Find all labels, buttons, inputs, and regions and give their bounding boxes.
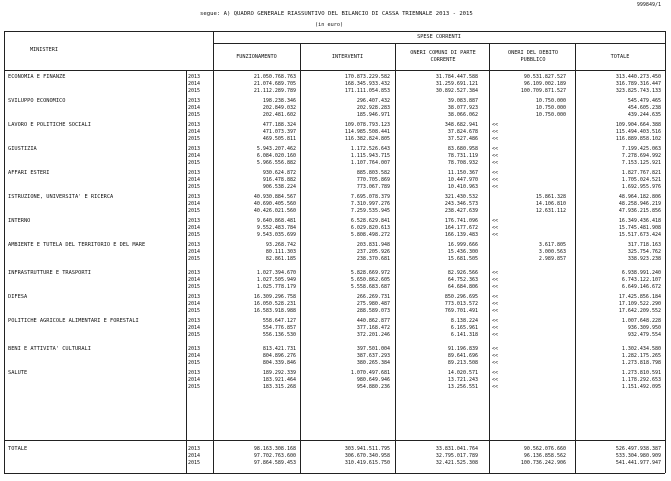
oneri-debito-cell: << (492, 232, 499, 239)
header-totale: TOTALE (610, 54, 630, 60)
totale-cell: 115.494.403.516 (615, 129, 661, 136)
interventi-cell: 1.070.497.681 (350, 370, 390, 376)
oneri-debito-cell: << (492, 325, 499, 332)
funzionamento-cell: 202.849.032 (262, 105, 296, 112)
ministry-label: ECONOMIA E FINANZE (8, 74, 66, 80)
year-cell: 2015 (188, 136, 201, 143)
year-cell: 2013 (188, 318, 201, 324)
interventi-cell: 6.029.820.613 (350, 225, 390, 232)
year-cell: 2015 (188, 460, 201, 467)
year-cell: 2013 (188, 370, 201, 376)
oneri-debito-cell: 10.750.000 (535, 105, 566, 112)
interventi-cell: 6.528.629.841 (350, 218, 390, 224)
totale-cell: 1.705.024.521 (621, 177, 661, 184)
oneri-debito-cell: << (492, 384, 499, 391)
funzionamento-cell: 471.073.397 (262, 129, 296, 136)
ministry-label: ISTRUZIONE, UNIVERSITA' E RICERCA (8, 194, 114, 200)
oneri-comuni-cell: 78.731.119 (447, 153, 478, 160)
funzionamento-cell: 98.163.308.168 (253, 446, 296, 452)
funzionamento-cell: 97.702.763.600 (253, 453, 296, 460)
interventi-cell: 296.407.432 (356, 98, 390, 104)
funzionamento-cell: 21.074.689.705 (253, 81, 296, 88)
funzionamento-cell: 556.136.530 (262, 332, 296, 339)
oneri-comuni-cell: 13.721.243 (447, 377, 478, 384)
oneri-debito-cell: 2.989.857 (538, 256, 566, 263)
totale-cell: 1.007.648.228 (621, 318, 661, 324)
oneri-comuni-cell: 321.430.532 (444, 194, 478, 200)
oneri-debito-cell: 90.562.076.660 (523, 446, 566, 452)
year-cell: 2014 (188, 453, 201, 460)
oneri-comuni-cell: 89.213.508 (447, 360, 478, 367)
year-cell: 2014 (188, 105, 201, 112)
interventi-cell: 238.370.681 (356, 256, 390, 263)
totale-cell: 317.718.163 (627, 242, 661, 248)
year-cell: 2015 (188, 208, 201, 215)
table-right-rule (665, 31, 666, 473)
funzionamento-cell: 21.050.768.763 (253, 74, 296, 80)
oneri-debito-cell: 90.531.827.527 (523, 74, 566, 80)
oneri-comuni-cell: 176.741.096 (444, 218, 478, 224)
year-cell: 2013 (188, 194, 201, 200)
oneri-comuni-cell: 243.346.573 (444, 201, 478, 208)
oneri-comuni-cell: 91.196.839 (447, 346, 478, 352)
totale-cell: 1.273.810.591 (621, 370, 661, 376)
interventi-cell: 5.558.683.687 (350, 284, 390, 291)
oneri-debito-cell: << (492, 346, 499, 352)
oneri-comuni-cell: 64.684.806 (447, 284, 478, 291)
year-cell: 2014 (188, 153, 201, 160)
oneri-comuni-cell: 164.177.672 (444, 225, 478, 232)
totale-cell: 1.692.955.976 (621, 184, 661, 191)
oneri-debito-cell: << (492, 377, 499, 384)
total-label: TOTALE (8, 446, 28, 452)
oneri-debito-cell: << (492, 225, 499, 232)
totale-cell: 17.109.522.290 (618, 301, 661, 308)
totale-cell: 936.309.950 (627, 325, 661, 332)
totale-cell: 316.789.316.447 (615, 81, 661, 88)
oneri-comuni-cell: 10.410.963 (447, 184, 478, 191)
group-header-rule (213, 43, 665, 44)
table-bottom-rule (4, 473, 665, 474)
interventi-cell: 185.946.971 (356, 112, 390, 119)
totale-cell: 1.827.767.821 (621, 170, 661, 176)
funzionamento-cell: 1.025.778.179 (256, 284, 296, 291)
year-cell: 2013 (188, 170, 201, 176)
funzionamento-cell: 189.292.339 (262, 370, 296, 376)
totale-cell: 15.745.481.908 (618, 225, 661, 232)
funzionamento-cell: 5.966.556.882 (256, 160, 296, 167)
ministry-label: SVILUPPO ECONOMICO (8, 98, 66, 104)
interventi-cell: 168.345.933.432 (344, 81, 390, 88)
oneri-debito-cell: << (492, 136, 499, 143)
oneri-comuni-cell: 773.013.572 (444, 301, 478, 308)
funzionamento-cell: 82.861.185 (265, 256, 296, 263)
year-cell: 2014 (188, 277, 201, 284)
totale-cell: 109.904.664.388 (615, 122, 661, 128)
ministry-label: LAVORO E POLITICHE SOCIALI (8, 122, 91, 128)
interventi-cell: 275.980.487 (356, 301, 390, 308)
funzionamento-cell: 5.943.207.462 (256, 146, 296, 152)
funzionamento-cell: 80.111.303 (265, 249, 296, 256)
funzionamento-cell: 40.690.405.560 (253, 201, 296, 208)
oneri-comuni-cell: 32.795.017.789 (435, 453, 478, 460)
oneri-debito-cell: << (492, 184, 499, 191)
oneri-debito-cell: << (492, 318, 499, 324)
oneri-comuni-cell: 10.447.970 (447, 177, 478, 184)
oneri-comuni-cell: 13.256.551 (447, 384, 478, 391)
oneri-comuni-cell: 30.892.527.384 (435, 88, 478, 95)
oneri-comuni-cell: 32.421.525.308 (435, 460, 478, 467)
interventi-cell: 773.067.789 (356, 184, 390, 191)
totale-cell: 47.936.215.856 (618, 208, 661, 215)
oneri-comuni-cell: 850.296.695 (444, 294, 478, 300)
funzionamento-cell: 558.647.127 (262, 318, 296, 324)
funzionamento-cell: 906.538.224 (262, 184, 296, 191)
oneri-debito-cell: 15.861.328 (535, 194, 566, 200)
funzionamento-cell: 6.084.020.160 (256, 153, 296, 160)
interventi-cell: 7.695.078.379 (350, 194, 390, 200)
year-cell: 2015 (188, 332, 201, 339)
year-cell: 2014 (188, 177, 201, 184)
interventi-cell: 237.205.926 (356, 249, 390, 256)
totale-cell: 1.302.434.580 (621, 346, 661, 352)
oneri-comuni-cell: 15.436.300 (447, 249, 478, 256)
oneri-comuni-cell: 64.752.363 (447, 277, 478, 284)
year-cell: 2013 (188, 270, 201, 276)
oneri-comuni-cell: 82.926.566 (447, 270, 478, 276)
oneri-debito-cell: 10.750.000 (535, 112, 566, 119)
funzionamento-cell: 40.930.884.567 (253, 194, 296, 200)
table-left-rule (4, 31, 5, 473)
funzionamento-cell: 40.426.021.560 (253, 208, 296, 215)
oneri-debito-cell: << (492, 360, 499, 367)
interventi-cell: 5.808.498.272 (350, 232, 390, 239)
year-cell: 2015 (188, 284, 201, 291)
year-cell: 2014 (188, 325, 201, 332)
interventi-cell: 1.172.526.643 (350, 146, 390, 152)
oneri-debito-cell: << (492, 284, 499, 291)
year-cell: 2014 (188, 353, 201, 360)
oneri-comuni-cell: 83.680.958 (447, 146, 478, 152)
funzionamento-cell: 198.238.346 (262, 98, 296, 104)
ministry-label: GIUSTIZIA (8, 146, 37, 152)
oneri-debito-cell: << (492, 353, 499, 360)
oneri-debito-cell: 14.106.810 (535, 201, 566, 208)
oneri-debito-cell: << (492, 370, 499, 376)
table-top-rule (4, 31, 665, 32)
year-cell: 2014 (188, 249, 201, 256)
oneri-comuni-cell: 38.066.062 (447, 112, 478, 119)
interventi-cell: 114.985.508.441 (344, 129, 390, 136)
header-interventi: INTERVENTI (331, 54, 364, 60)
year-cell: 2013 (188, 346, 201, 352)
document-id: 999849/1 (636, 2, 661, 8)
totale-cell: 323.825.743.133 (615, 88, 661, 95)
funzionamento-cell: 930.624.872 (262, 170, 296, 176)
interventi-cell: 372.201.246 (356, 332, 390, 339)
header-spese-correnti: SPESE CORRENTI (417, 34, 461, 40)
oneri-debito-cell: << (492, 270, 499, 276)
interventi-cell: 310.419.615.750 (344, 460, 390, 467)
header-oneri-comuni: ONERI COMUNI DI PARTE CORRENTE (410, 50, 476, 63)
year-cell: 2015 (188, 232, 201, 239)
oneri-comuni-cell: 31.784.447.588 (435, 74, 478, 80)
totale-cell: 454.605.238 (627, 105, 661, 112)
interventi-cell: 303.941.511.795 (344, 446, 390, 452)
interventi-cell: 380.265.384 (356, 360, 390, 367)
oneri-debito-cell: << (492, 153, 499, 160)
interventi-cell: 203.831.948 (356, 242, 390, 248)
interventi-cell: 5.828.669.972 (350, 270, 390, 276)
year-cell: 2015 (188, 184, 201, 191)
oneri-comuni-cell: 348.682.941 (444, 122, 478, 128)
funzionamento-cell: 16.050.528.231 (253, 301, 296, 308)
funzionamento-cell: 477.188.324 (262, 122, 296, 128)
oneri-debito-cell: << (492, 277, 499, 284)
header-ministeri: MINISTERI (29, 47, 59, 53)
ministry-label: BENI E ATTIVITA' CULTURALI (8, 346, 91, 352)
totale-cell: 7.199.425.063 (621, 146, 661, 152)
document-title: segue: A) QUADRO GENERALE RIASSUNTIVO DEL BILANCIO DI CASSA TRIENNALE 2013 - 2015 (200, 11, 473, 17)
interventi-cell: 202.928.283 (356, 105, 390, 112)
interventi-cell: 440.862.877 (356, 318, 390, 324)
header-oneri-debito: ONERI DEL DEBITO PUBBLICO (508, 50, 558, 63)
funzionamento-cell: 16.309.296.758 (253, 294, 296, 300)
ministry-label: INTERNO (8, 218, 31, 224)
totale-cell: 7.278.694.992 (621, 153, 661, 160)
interventi-cell: 377.168.472 (356, 325, 390, 332)
oneri-debito-cell: << (492, 218, 499, 224)
totale-cell: 116.889.858.102 (615, 136, 661, 143)
interventi-cell: 1.107.764.007 (350, 160, 390, 167)
interventi-cell: 7.310.997.276 (350, 201, 390, 208)
ministry-label: AMBIENTE E TUTELA DEL TERRITORIO E DEL MARE (8, 242, 146, 248)
oneri-debito-cell: << (492, 122, 499, 128)
interventi-cell: 306.670.340.958 (344, 453, 390, 460)
totale-cell: 48.258.946.219 (618, 201, 661, 208)
interventi-cell: 954.880.236 (356, 384, 390, 391)
totale-cell: 932.479.554 (627, 332, 661, 339)
year-cell: 2014 (188, 201, 201, 208)
funzionamento-cell: 16.583.918.988 (253, 308, 296, 315)
interventi-cell: 109.078.793.123 (344, 122, 390, 128)
totale-cell: 325.754.762 (627, 249, 661, 256)
oneri-comuni-cell: 37.527.486 (447, 136, 478, 143)
interventi-cell: 116.382.824.805 (344, 136, 390, 143)
year-cell: 2014 (188, 129, 201, 136)
oneri-comuni-cell: 78.708.932 (447, 160, 478, 167)
funzionamento-cell: 202.481.602 (262, 112, 296, 119)
funzionamento-cell: 183.921.464 (262, 377, 296, 384)
funzionamento-cell: 93.268.742 (265, 242, 296, 248)
totale-cell: 6.649.146.672 (621, 284, 661, 291)
header-bottom-rule (4, 70, 665, 71)
year-cell: 2015 (188, 256, 201, 263)
ministry-label: DIFESA (8, 294, 28, 300)
totale-cell: 1.273.818.798 (621, 360, 661, 367)
funzionamento-cell: 9.640.868.481 (256, 218, 296, 224)
oneri-comuni-cell: 15.681.505 (447, 256, 478, 263)
total-separator-rule (4, 440, 665, 441)
totale-cell: 6.743.122.107 (621, 277, 661, 284)
oneri-debito-cell: << (492, 146, 499, 152)
oneri-comuni-cell: 14.020.571 (447, 370, 478, 376)
oneri-comuni-cell: 166.139.483 (444, 232, 478, 239)
interventi-cell: 885.803.582 (356, 170, 390, 176)
oneri-comuni-cell: 238.427.639 (444, 208, 478, 215)
year-cell: 2013 (188, 122, 201, 128)
interventi-cell: 171.111.054.853 (344, 88, 390, 95)
year-cell: 2015 (188, 88, 201, 95)
ministry-label: POLITICHE AGRICOLE ALIMENTARI E FORESTALI (8, 318, 139, 324)
funzionamento-cell: 183.315.268 (262, 384, 296, 391)
oneri-debito-cell: << (492, 170, 499, 176)
oneri-comuni-cell: 6.165.961 (450, 325, 478, 332)
totale-cell: 439.244.635 (627, 112, 661, 119)
totale-cell: 1.282.175.265 (621, 353, 661, 360)
interventi-cell: 288.589.073 (356, 308, 390, 315)
funzionamento-cell: 21.112.289.789 (253, 88, 296, 95)
funzionamento-cell: 1.027.394.670 (256, 270, 296, 276)
interventi-cell: 170.873.229.582 (344, 74, 390, 80)
year-cell: 2015 (188, 160, 201, 167)
year-cell: 2015 (188, 308, 201, 315)
ministry-label: SALUTE (8, 370, 28, 376)
oneri-debito-cell: << (492, 294, 499, 300)
oneri-debito-cell: << (492, 129, 499, 136)
year-cell: 2014 (188, 301, 201, 308)
totale-cell: 533.304.980.909 (615, 453, 661, 460)
year-cell: 2014 (188, 81, 201, 88)
oneri-comuni-cell: 37.824.678 (447, 129, 478, 136)
totale-cell: 545.479.465 (627, 98, 661, 104)
funzionamento-cell: 9.543.035.699 (256, 232, 296, 239)
oneri-debito-cell: 100.709.871.527 (520, 88, 566, 95)
oneri-debito-cell: << (492, 177, 499, 184)
oneri-debito-cell: 3.000.563 (538, 249, 566, 256)
year-cell: 2013 (188, 446, 201, 452)
totale-cell: 7.153.125.921 (621, 160, 661, 167)
year-col-rule (186, 70, 187, 473)
oneri-comuni-cell: 16.999.666 (447, 242, 478, 248)
funzionamento-cell: 9.552.483.784 (256, 225, 296, 232)
oneri-debito-cell: 10.750.000 (535, 98, 566, 104)
oneri-comuni-cell: 31.259.691.121 (435, 81, 478, 88)
oneri-debito-cell: << (492, 308, 499, 315)
year-cell: 2013 (188, 74, 201, 80)
interventi-cell: 387.637.293 (356, 353, 390, 360)
interventi-cell: 1.115.943.715 (350, 153, 390, 160)
interventi-cell: 397.501.004 (356, 346, 390, 352)
year-cell: 2015 (188, 384, 201, 391)
oneri-debito-cell: << (492, 332, 499, 339)
units-label: (in euro) (315, 22, 344, 28)
totale-cell: 17.425.856.184 (618, 294, 661, 300)
header-funzionamento: FUNZIONAMENTO (236, 54, 277, 60)
oneri-comuni-cell: 38.077.923 (447, 105, 478, 112)
interventi-cell: 770.705.869 (356, 177, 390, 184)
oneri-debito-cell: 100.736.242.906 (520, 460, 566, 467)
year-cell: 2013 (188, 294, 201, 300)
funzionamento-cell: 813.421.731 (262, 346, 296, 352)
oneri-comuni-cell: 11.150.367 (447, 170, 478, 176)
interventi-cell: 5.650.862.605 (350, 277, 390, 284)
funzionamento-cell: 469.505.811 (262, 136, 296, 143)
year-cell: 2013 (188, 218, 201, 224)
funzionamento-cell: 97.864.589.453 (253, 460, 296, 467)
totale-cell: 1.151.492.095 (621, 384, 661, 391)
totale-cell: 313.440.273.450 (615, 74, 661, 80)
totale-cell: 541.441.977.947 (615, 460, 661, 467)
year-cell: 2015 (188, 112, 201, 119)
totale-cell: 15.517.673.424 (618, 232, 661, 239)
oneri-debito-cell: 96.109.002.189 (523, 81, 566, 88)
totale-cell: 338.923.238 (627, 256, 661, 263)
funzionamento-cell: 554.776.857 (262, 325, 296, 332)
interventi-cell: 266.269.731 (356, 294, 390, 300)
year-cell: 2014 (188, 377, 201, 384)
year-cell: 2015 (188, 360, 201, 367)
year-cell: 2014 (188, 225, 201, 232)
year-cell: 2013 (188, 242, 201, 248)
funzionamento-cell: 916.478.882 (262, 177, 296, 184)
totale-cell: 16.349.436.418 (618, 218, 661, 224)
oneri-comuni-cell: 89.641.696 (447, 353, 478, 360)
oneri-comuni-cell: 6.141.318 (450, 332, 478, 339)
oneri-comuni-cell: 769.701.491 (444, 308, 478, 315)
totale-cell: 48.964.182.806 (618, 194, 661, 200)
ministry-label: AFFARI ESTERI (8, 170, 50, 176)
interventi-cell: 7.259.535.945 (350, 208, 390, 215)
oneri-comuni-cell: 8.138.224 (450, 318, 478, 324)
funzionamento-cell: 1.027.505.949 (256, 277, 296, 284)
totale-cell: 6.938.991.240 (621, 270, 661, 276)
oneri-debito-cell: 12.631.112 (535, 208, 566, 215)
funzionamento-cell: 804.896.276 (262, 353, 296, 360)
oneri-debito-cell: 3.617.805 (538, 242, 566, 248)
oneri-debito-cell: << (492, 301, 499, 308)
year-cell: 2013 (188, 146, 201, 152)
oneri-comuni-cell: 33.831.041.764 (435, 446, 478, 452)
totale-cell: 17.642.209.552 (618, 308, 661, 315)
oneri-comuni-cell: 39.083.887 (447, 98, 478, 104)
oneri-debito-cell: << (492, 160, 499, 167)
oneri-debito-cell: 96.136.858.562 (523, 453, 566, 460)
year-cell: 2013 (188, 98, 201, 104)
totale-cell: 526.497.938.387 (615, 446, 661, 452)
totale-cell: 1.178.292.653 (621, 377, 661, 384)
funzionamento-cell: 804.339.846 (262, 360, 296, 367)
interventi-cell: 980.649.946 (356, 377, 390, 384)
ministry-label: INFRASTRUTTURE E TRASPORTI (8, 270, 91, 276)
